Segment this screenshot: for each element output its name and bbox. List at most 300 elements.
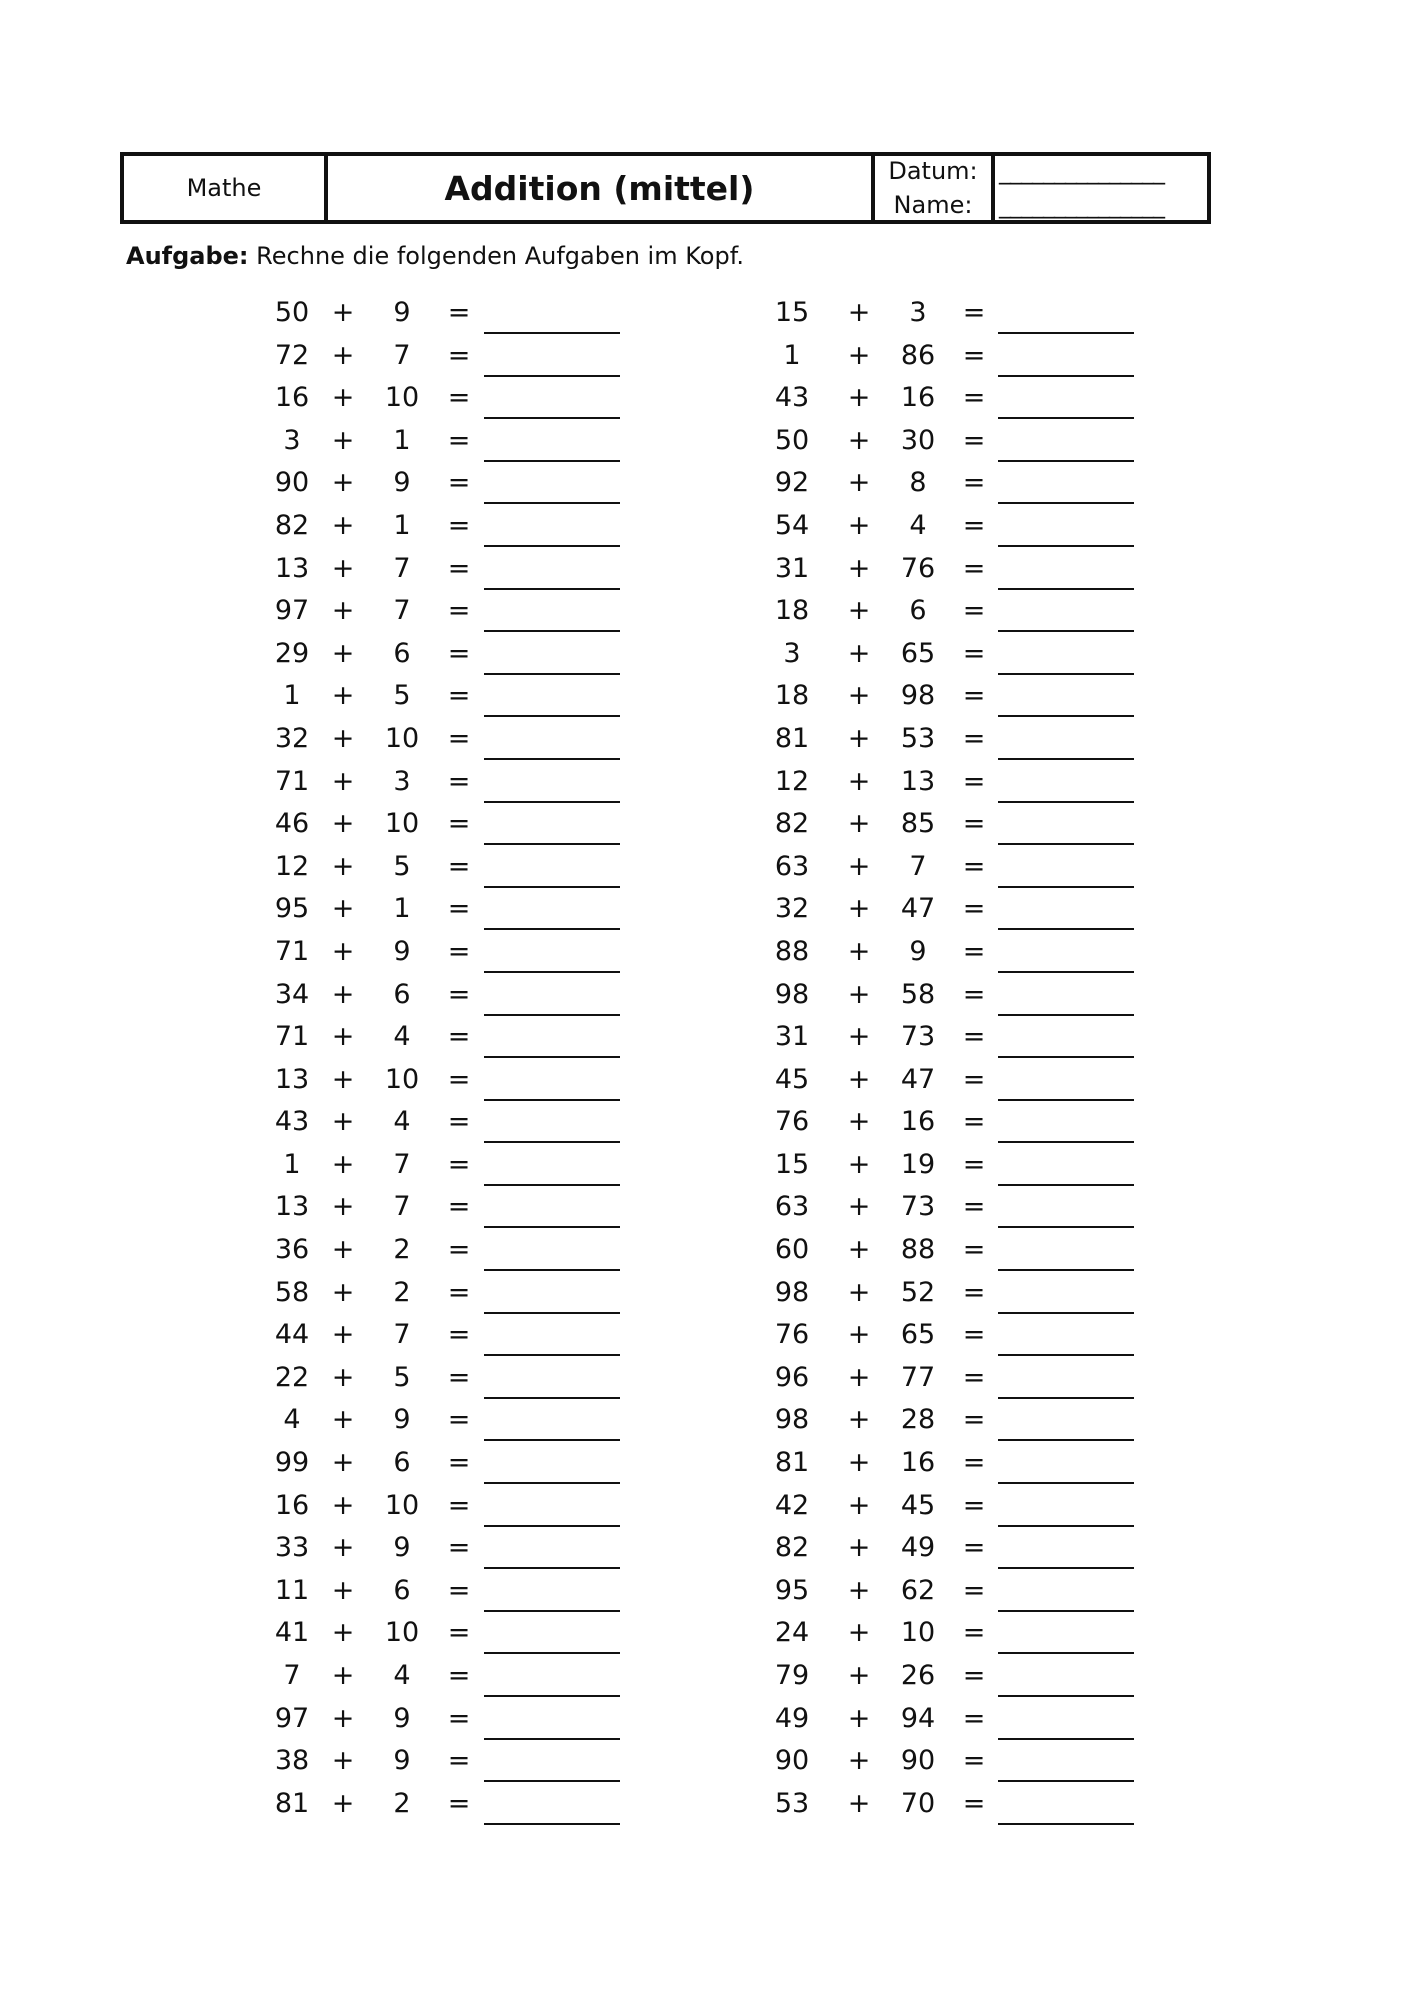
plus-sign: + (847, 1660, 871, 1691)
answer-blank[interactable] (998, 758, 1134, 760)
answer-blank[interactable] (998, 1652, 1134, 1654)
first-addend: 43 (774, 382, 810, 414)
second-addend: 2 (393, 1787, 411, 1819)
first-addend: 34 (274, 978, 310, 1010)
answer-blank[interactable] (998, 1439, 1134, 1441)
equals-sign: = (962, 935, 986, 967)
second-addend: 10 (384, 1063, 420, 1095)
answer-blank[interactable] (998, 1610, 1134, 1612)
second-addend: 5 (393, 850, 411, 882)
answer-blank[interactable] (484, 1099, 620, 1101)
answer-blank[interactable] (998, 1099, 1134, 1101)
equals-sign: = (962, 1361, 986, 1393)
first-addend: 63 (774, 850, 810, 882)
task-instruction (126, 242, 744, 270)
first-addend: 90 (774, 1745, 810, 1777)
answer-blank[interactable] (998, 588, 1134, 590)
plus-sign: + (331, 1404, 355, 1436)
answer-blank[interactable] (484, 1354, 620, 1356)
plus-sign: + (331, 552, 355, 584)
answer-blank[interactable] (998, 715, 1134, 717)
second-addend: 9 (393, 1532, 411, 1564)
second-addend: 9 (393, 467, 411, 499)
answer-blank[interactable] (484, 1056, 620, 1058)
first-addend: 42 (774, 1489, 810, 1521)
first-addend: 95 (774, 1574, 810, 1606)
equals-sign: = (447, 1148, 471, 1180)
answer-blank[interactable] (484, 758, 620, 760)
equals-sign: = (962, 1276, 986, 1308)
answer-blank[interactable] (998, 1525, 1134, 1527)
answer-blank[interactable] (484, 1482, 620, 1484)
answer-blank[interactable] (998, 886, 1134, 888)
answer-blank[interactable] (484, 1567, 620, 1569)
answer-blank[interactable] (484, 1397, 620, 1399)
second-addend: 58 (900, 978, 936, 1010)
answer-blank[interactable] (484, 1525, 620, 1527)
plus-sign: + (847, 1021, 871, 1053)
second-addend: 86 (900, 339, 936, 371)
answer-blank[interactable] (484, 1695, 620, 1697)
equals-sign: = (447, 722, 471, 754)
second-addend: 4 (393, 1660, 411, 1691)
plus-sign: + (847, 595, 871, 627)
answer-blank[interactable] (484, 1780, 620, 1782)
first-addend: 31 (774, 552, 810, 584)
plus-sign: + (331, 1361, 355, 1393)
first-addend: 13 (274, 552, 310, 584)
equals-sign: = (962, 297, 986, 328)
first-addend: 38 (274, 1745, 310, 1777)
answer-blank[interactable] (484, 332, 620, 334)
second-addend: 28 (900, 1404, 936, 1436)
answer-blank[interactable] (484, 545, 620, 547)
first-addend: 50 (774, 424, 810, 456)
plus-sign: + (331, 1319, 355, 1351)
second-addend: 10 (384, 808, 420, 840)
equals-sign: = (447, 595, 471, 627)
equals-sign: = (962, 893, 986, 925)
answer-blank[interactable] (484, 1312, 620, 1314)
answer-blank[interactable] (998, 1354, 1134, 1356)
first-addend: 79 (774, 1660, 810, 1691)
equals-sign: = (962, 808, 986, 840)
answer-blank[interactable] (484, 843, 620, 845)
equals-sign: = (447, 1532, 471, 1564)
equals-sign: = (962, 1532, 986, 1564)
plus-sign: + (331, 1234, 355, 1266)
first-addend: 49 (774, 1702, 810, 1734)
first-addend: 18 (774, 595, 810, 627)
plus-sign: + (331, 680, 355, 712)
answer-blank[interactable] (484, 886, 620, 888)
plus-sign: + (847, 1617, 871, 1649)
answer-blank[interactable] (998, 1738, 1134, 1740)
plus-sign: + (847, 680, 871, 712)
answer-blank[interactable] (998, 332, 1134, 334)
plus-sign: + (847, 1148, 871, 1180)
answer-blank[interactable] (484, 801, 620, 803)
instruction-label: Aufgabe: (126, 242, 249, 270)
answer-blank[interactable] (484, 1823, 620, 1825)
answer-blank[interactable] (998, 630, 1134, 632)
second-addend: 6 (393, 637, 411, 669)
second-addend: 8 (909, 467, 927, 499)
answer-blank[interactable] (998, 1312, 1134, 1314)
equals-sign: = (447, 1574, 471, 1606)
second-addend: 10 (384, 722, 420, 754)
first-addend: 54 (774, 509, 810, 541)
second-addend: 9 (393, 935, 411, 967)
second-addend: 90 (900, 1745, 936, 1777)
second-addend: 7 (909, 850, 927, 882)
first-addend: 76 (774, 1319, 810, 1351)
date-name-labels (875, 156, 995, 220)
first-addend: 1 (783, 339, 801, 371)
second-addend: 3 (909, 297, 927, 328)
plus-sign: + (331, 978, 355, 1010)
answer-blank[interactable] (484, 1014, 620, 1016)
answer-blank[interactable] (998, 1269, 1134, 1271)
plus-sign: + (847, 1234, 871, 1266)
answer-blank[interactable] (484, 1439, 620, 1441)
plus-sign: + (331, 1148, 355, 1180)
answer-blank[interactable] (484, 588, 620, 590)
equals-sign: = (447, 1617, 471, 1649)
first-addend: 72 (274, 339, 310, 371)
first-addend: 36 (274, 1234, 310, 1266)
plus-sign: + (331, 893, 355, 925)
equals-sign: = (447, 1234, 471, 1266)
plus-sign: + (331, 1574, 355, 1606)
plus-sign: + (847, 850, 871, 882)
answer-blank[interactable] (484, 460, 620, 462)
first-addend: 98 (774, 978, 810, 1010)
answer-blank[interactable] (998, 1482, 1134, 1484)
second-addend: 4 (909, 509, 927, 541)
equals-sign: = (447, 552, 471, 584)
equals-sign: = (447, 1660, 471, 1691)
second-addend: 5 (393, 1361, 411, 1393)
answer-blank[interactable] (484, 1738, 620, 1740)
second-addend: 4 (393, 1021, 411, 1053)
plus-sign: + (331, 850, 355, 882)
answer-blank[interactable] (998, 417, 1134, 419)
second-addend: 13 (900, 765, 936, 797)
second-addend: 10 (384, 382, 420, 414)
answer-blank[interactable] (998, 1184, 1134, 1186)
first-addend: 46 (274, 808, 310, 840)
equals-sign: = (962, 1319, 986, 1351)
answer-blank[interactable] (998, 673, 1134, 675)
first-addend: 76 (774, 1106, 810, 1138)
answer-blank[interactable] (998, 1695, 1134, 1697)
first-addend: 15 (774, 1148, 810, 1180)
answer-blank[interactable] (998, 545, 1134, 547)
second-addend: 65 (900, 1319, 936, 1351)
first-addend: 60 (774, 1234, 810, 1266)
equals-sign: = (447, 1319, 471, 1351)
plus-sign: + (847, 722, 871, 754)
second-addend: 4 (393, 1106, 411, 1138)
answer-blank[interactable] (998, 1780, 1134, 1782)
second-addend: 47 (900, 1063, 936, 1095)
first-addend: 3 (783, 637, 801, 669)
equals-sign: = (962, 978, 986, 1010)
plus-sign: + (331, 467, 355, 499)
second-addend: 16 (900, 1447, 936, 1479)
first-addend: 82 (774, 808, 810, 840)
answer-blank[interactable] (484, 673, 620, 675)
first-addend: 45 (774, 1063, 810, 1095)
answer-blank[interactable] (484, 1652, 620, 1654)
first-addend: 7 (283, 1660, 301, 1691)
second-addend: 65 (900, 637, 936, 669)
second-addend: 7 (393, 552, 411, 584)
equals-sign: = (447, 1106, 471, 1138)
equals-sign: = (962, 467, 986, 499)
second-addend: 7 (393, 595, 411, 627)
first-addend: 1 (283, 1148, 301, 1180)
second-addend: 9 (393, 297, 411, 328)
plus-sign: + (331, 808, 355, 840)
first-addend: 24 (774, 1617, 810, 1649)
answer-blank[interactable] (998, 971, 1134, 973)
first-addend: 71 (274, 935, 310, 967)
plus-sign: + (331, 1447, 355, 1479)
second-addend: 30 (900, 424, 936, 456)
answer-blank[interactable] (484, 928, 620, 930)
plus-sign: + (847, 765, 871, 797)
first-addend: 43 (274, 1106, 310, 1138)
plus-sign: + (847, 1447, 871, 1479)
equals-sign: = (447, 1404, 471, 1436)
answer-blank[interactable] (484, 1269, 620, 1271)
first-addend: 12 (774, 765, 810, 797)
date-label: Datum: (888, 157, 978, 185)
first-addend: 41 (274, 1617, 310, 1649)
answer-blank[interactable] (998, 1056, 1134, 1058)
plus-sign: + (331, 1702, 355, 1734)
plus-sign: + (331, 339, 355, 371)
plus-sign: + (331, 424, 355, 456)
plus-sign: + (847, 1574, 871, 1606)
second-addend: 98 (900, 680, 936, 712)
second-addend: 7 (393, 1191, 411, 1223)
first-addend: 50 (274, 297, 310, 328)
answer-blank[interactable] (998, 1397, 1134, 1399)
plus-sign: + (331, 297, 355, 328)
plus-sign: + (331, 1745, 355, 1777)
first-addend: 13 (274, 1191, 310, 1223)
plus-sign: + (847, 424, 871, 456)
plus-sign: + (847, 978, 871, 1010)
second-addend: 73 (900, 1191, 936, 1223)
answer-blank[interactable] (998, 1226, 1134, 1228)
first-addend: 44 (274, 1319, 310, 1351)
second-addend: 1 (393, 893, 411, 925)
second-addend: 53 (900, 722, 936, 754)
second-addend: 62 (900, 1574, 936, 1606)
equals-sign: = (447, 1489, 471, 1521)
first-addend: 92 (774, 467, 810, 499)
first-addend: 22 (274, 1361, 310, 1393)
plus-sign: + (331, 1191, 355, 1223)
plus-sign: + (847, 1787, 871, 1819)
equals-sign: = (962, 1106, 986, 1138)
plus-sign: + (847, 637, 871, 669)
second-addend: 73 (900, 1021, 936, 1053)
equals-sign: = (962, 765, 986, 797)
first-addend: 81 (774, 722, 810, 754)
equals-sign: = (447, 1361, 471, 1393)
equals-sign: = (962, 1191, 986, 1223)
equals-sign: = (447, 680, 471, 712)
equals-sign: = (447, 1191, 471, 1223)
answer-blank[interactable] (998, 843, 1134, 845)
plus-sign: + (847, 382, 871, 414)
first-addend: 81 (774, 1447, 810, 1479)
answer-blank[interactable] (484, 1184, 620, 1186)
second-addend: 52 (900, 1276, 936, 1308)
plus-sign: + (331, 1276, 355, 1308)
second-addend: 49 (900, 1532, 936, 1564)
first-addend: 88 (774, 935, 810, 967)
answer-blank[interactable] (998, 1823, 1134, 1825)
first-addend: 16 (274, 1489, 310, 1521)
plus-sign: + (847, 297, 871, 328)
first-addend: 99 (274, 1447, 310, 1479)
second-addend: 9 (393, 1404, 411, 1436)
second-addend: 1 (393, 509, 411, 541)
equals-sign: = (962, 1063, 986, 1095)
plus-sign: + (847, 1106, 871, 1138)
equals-sign: = (962, 1447, 986, 1479)
first-addend: 13 (274, 1063, 310, 1095)
equals-sign: = (962, 424, 986, 456)
first-addend: 16 (274, 382, 310, 414)
plus-sign: + (331, 1617, 355, 1649)
second-addend: 16 (900, 1106, 936, 1138)
second-addend: 7 (393, 1148, 411, 1180)
equals-sign: = (447, 1702, 471, 1734)
equals-sign: = (962, 1660, 986, 1691)
first-addend: 97 (274, 595, 310, 627)
first-addend: 71 (274, 1021, 310, 1053)
answer-blank[interactable] (998, 502, 1134, 504)
equals-sign: = (962, 1574, 986, 1606)
plus-sign: + (847, 1702, 871, 1734)
second-addend: 76 (900, 552, 936, 584)
equals-sign: = (962, 1148, 986, 1180)
first-addend: 31 (774, 1021, 810, 1053)
first-addend: 82 (774, 1532, 810, 1564)
plus-sign: + (331, 1787, 355, 1819)
second-addend: 2 (393, 1234, 411, 1266)
equals-sign: = (962, 1021, 986, 1053)
plus-sign: + (847, 509, 871, 541)
instruction-text: Rechne die folgenden Aufgaben im Kopf. (256, 242, 745, 270)
equals-sign: = (962, 1489, 986, 1521)
plus-sign: + (847, 1532, 871, 1564)
equals-sign: = (962, 722, 986, 754)
second-addend: 9 (909, 935, 927, 967)
equals-sign: = (962, 680, 986, 712)
first-addend: 3 (283, 424, 301, 456)
answer-blank[interactable] (998, 375, 1134, 377)
second-addend: 1 (393, 424, 411, 456)
first-addend: 15 (774, 297, 810, 328)
second-addend: 5 (393, 680, 411, 712)
answer-blank[interactable] (998, 801, 1134, 803)
first-addend: 33 (274, 1532, 310, 1564)
equals-sign: = (962, 637, 986, 669)
plus-sign: + (331, 1660, 355, 1691)
answer-blank[interactable] (998, 460, 1134, 462)
answer-blank[interactable] (998, 928, 1134, 930)
date-field[interactable]: _______________ (999, 157, 1164, 185)
equals-sign: = (447, 509, 471, 541)
second-addend: 16 (900, 382, 936, 414)
plus-sign: + (331, 935, 355, 967)
answer-blank[interactable] (998, 1141, 1134, 1143)
plus-sign: + (331, 1063, 355, 1095)
answer-blank[interactable] (998, 1014, 1134, 1016)
answer-blank[interactable] (484, 630, 620, 632)
first-addend: 29 (274, 637, 310, 669)
second-addend: 9 (393, 1745, 411, 1777)
plus-sign: + (331, 1106, 355, 1138)
answer-blank[interactable] (484, 1610, 620, 1612)
first-addend: 81 (274, 1787, 310, 1819)
equals-sign: = (447, 297, 471, 328)
plus-sign: + (331, 1489, 355, 1521)
second-addend: 88 (900, 1234, 936, 1266)
equals-sign: = (447, 978, 471, 1010)
equals-sign: = (962, 339, 986, 371)
answer-blank[interactable] (484, 1141, 620, 1143)
equals-sign: = (962, 595, 986, 627)
answer-blank[interactable] (484, 502, 620, 504)
answer-blank[interactable] (484, 417, 620, 419)
plus-sign: + (331, 1532, 355, 1564)
plus-sign: + (847, 552, 871, 584)
answer-blank[interactable] (484, 971, 620, 973)
answer-blank[interactable] (484, 375, 620, 377)
plus-sign: + (847, 1319, 871, 1351)
date-name-fields (995, 156, 1207, 220)
equals-sign: = (962, 850, 986, 882)
plus-sign: + (847, 467, 871, 499)
subject-label: Mathe (124, 156, 328, 220)
first-addend: 82 (274, 509, 310, 541)
answer-blank[interactable] (484, 1226, 620, 1228)
equals-sign: = (962, 1404, 986, 1436)
plus-sign: + (847, 893, 871, 925)
first-addend: 12 (274, 850, 310, 882)
name-field[interactable]: _______________ (999, 191, 1164, 219)
first-addend: 32 (274, 722, 310, 754)
answer-blank[interactable] (484, 715, 620, 717)
equals-sign: = (962, 1617, 986, 1649)
plus-sign: + (847, 808, 871, 840)
equals-sign: = (962, 1702, 986, 1734)
equals-sign: = (447, 1745, 471, 1777)
answer-blank[interactable] (998, 1567, 1134, 1569)
name-label: Name: (893, 191, 973, 219)
second-addend: 3 (393, 765, 411, 797)
first-addend: 11 (274, 1574, 310, 1606)
